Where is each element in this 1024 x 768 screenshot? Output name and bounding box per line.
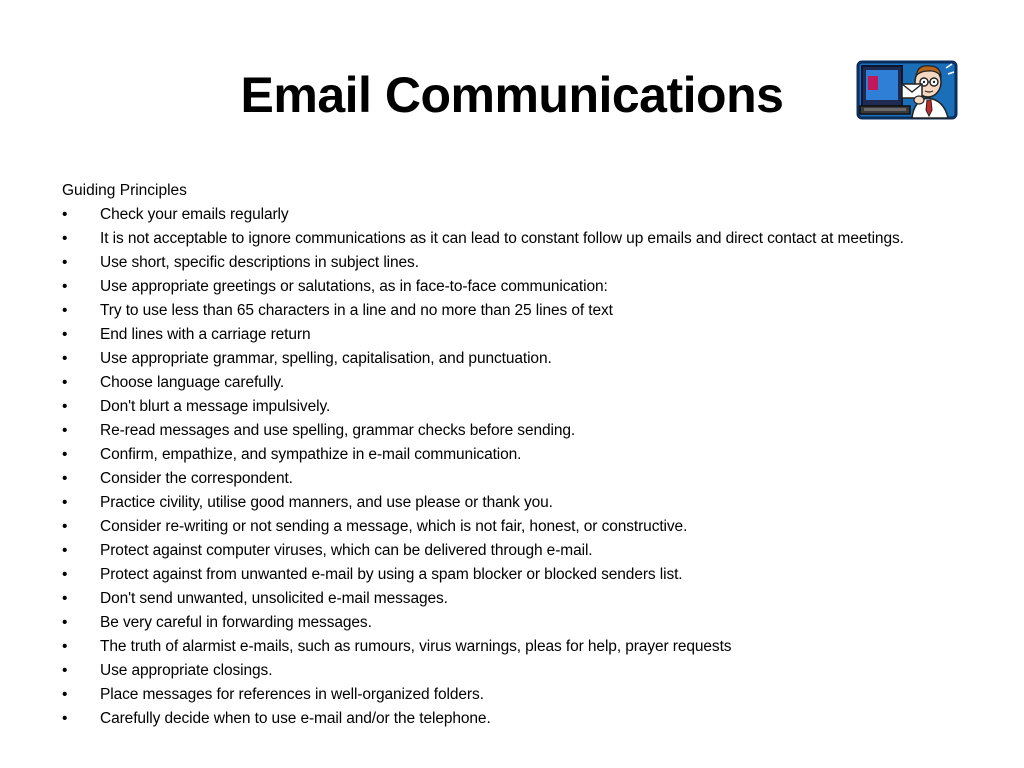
bullet-item [62, 421, 972, 441]
bullet-text: Use appropriate greetings or salutations, as in face-to-face communication: [100, 278, 608, 295]
bullet-item [62, 637, 972, 657]
bullet-dot-icon: • [62, 710, 68, 727]
bullet-text: Choose language carefully. [100, 374, 285, 391]
bullet-dot-icon: • [62, 470, 68, 487]
bullet-text: Be very careful in forwarding messages. [100, 614, 372, 631]
bullet-dot-icon: • [62, 230, 68, 247]
bullet-dot-icon: • [62, 374, 68, 391]
bullet-item [62, 445, 972, 465]
bullet-item [62, 325, 972, 345]
bullet-dot-icon: • [62, 446, 68, 463]
intro-heading: Guiding Principles [62, 182, 187, 199]
bullet-dot-icon: • [62, 326, 68, 343]
bullet-dot-icon: • [62, 494, 68, 511]
bullet-item [62, 541, 972, 561]
bullet-item [62, 493, 972, 513]
bullet-item [62, 349, 972, 369]
bullet-item [62, 565, 972, 585]
bullet-item [62, 469, 972, 489]
slide-body [62, 181, 972, 733]
bullet-dot-icon: • [62, 422, 68, 439]
bullet-dot-icon: • [62, 518, 68, 535]
bullet-text: Use short, specific descriptions in subject lines. [100, 254, 419, 271]
bullet-list [62, 205, 972, 729]
bullet-dot-icon: • [62, 542, 68, 559]
bullet-text: Try to use less than 65 characters in a line and no more than 25 lines of text [100, 302, 613, 319]
bullet-item [62, 613, 972, 633]
slide-title: Email Communications [240, 67, 784, 123]
bullet-dot-icon: • [62, 398, 68, 415]
bullet-item [62, 661, 972, 681]
bullet-dot-icon: • [62, 302, 68, 319]
bullet-text: Consider re-writing or not sending a message, which is not fair, honest, or constructive. [100, 518, 688, 535]
bullet-item [62, 589, 972, 609]
bullet-text: Don't blurt a message impulsively. [100, 398, 331, 415]
bullet-item [62, 709, 972, 729]
bullet-text: Place messages for references in well-organized folders. [100, 686, 484, 703]
bullet-text: Consider the correspondent. [100, 470, 293, 487]
bullet-dot-icon: • [62, 686, 68, 703]
bullet-text: Carefully decide when to use e-mail and/or the telephone. [100, 710, 491, 727]
bullet-text: Practice civility, utilise good manners, and use please or thank you. [100, 494, 553, 511]
bullet-item [62, 229, 972, 249]
bullet-text: Confirm, empathize, and sympathize in e-mail communication. [100, 446, 522, 463]
bullet-dot-icon: • [62, 638, 68, 655]
bullet-text: Use appropriate grammar, spelling, capitalisation, and punctuation. [100, 350, 552, 367]
bullet-dot-icon: • [62, 254, 68, 271]
bullet-dot-icon: • [62, 566, 68, 583]
bullet-text: It is not acceptable to ignore communications as it can lead to constant follow up emails and direct contact at meetings. [100, 230, 904, 247]
bullet-dot-icon: • [62, 206, 68, 223]
bullet-text: Re-read messages and use spelling, grammar checks before sending. [100, 422, 576, 439]
bullet-text: Use appropriate closings. [100, 662, 273, 679]
bullet-item [62, 205, 972, 225]
bullet-dot-icon: • [62, 590, 68, 607]
bullet-dot-icon: • [62, 662, 68, 679]
bullet-item [62, 253, 972, 273]
bullet-item [62, 685, 972, 705]
bullet-item [62, 397, 972, 417]
bullet-item [62, 517, 972, 537]
bullet-item [62, 301, 972, 321]
bullet-dot-icon: • [62, 278, 68, 295]
bullet-text: End lines with a carriage return [100, 326, 311, 343]
bullet-text: Don't send unwanted, unsolicited e-mail messages. [100, 590, 448, 607]
bullet-text: The truth of alarmist e-mails, such as rumours, virus warnings, pleas for help, prayer requests [100, 638, 732, 655]
bullet-text: Protect against from unwanted e-mail by using a spam blocker or blocked senders list. [100, 566, 683, 583]
person-at-computer-with-email-icon [856, 60, 960, 122]
bullet-item [62, 373, 972, 393]
bullet-item [62, 277, 972, 297]
bullet-text: Check your emails regularly [100, 206, 289, 223]
bullet-dot-icon: • [62, 350, 68, 367]
bullet-text: Protect against computer viruses, which can be delivered through e-mail. [100, 542, 593, 559]
bullet-dot-icon: • [62, 614, 68, 631]
